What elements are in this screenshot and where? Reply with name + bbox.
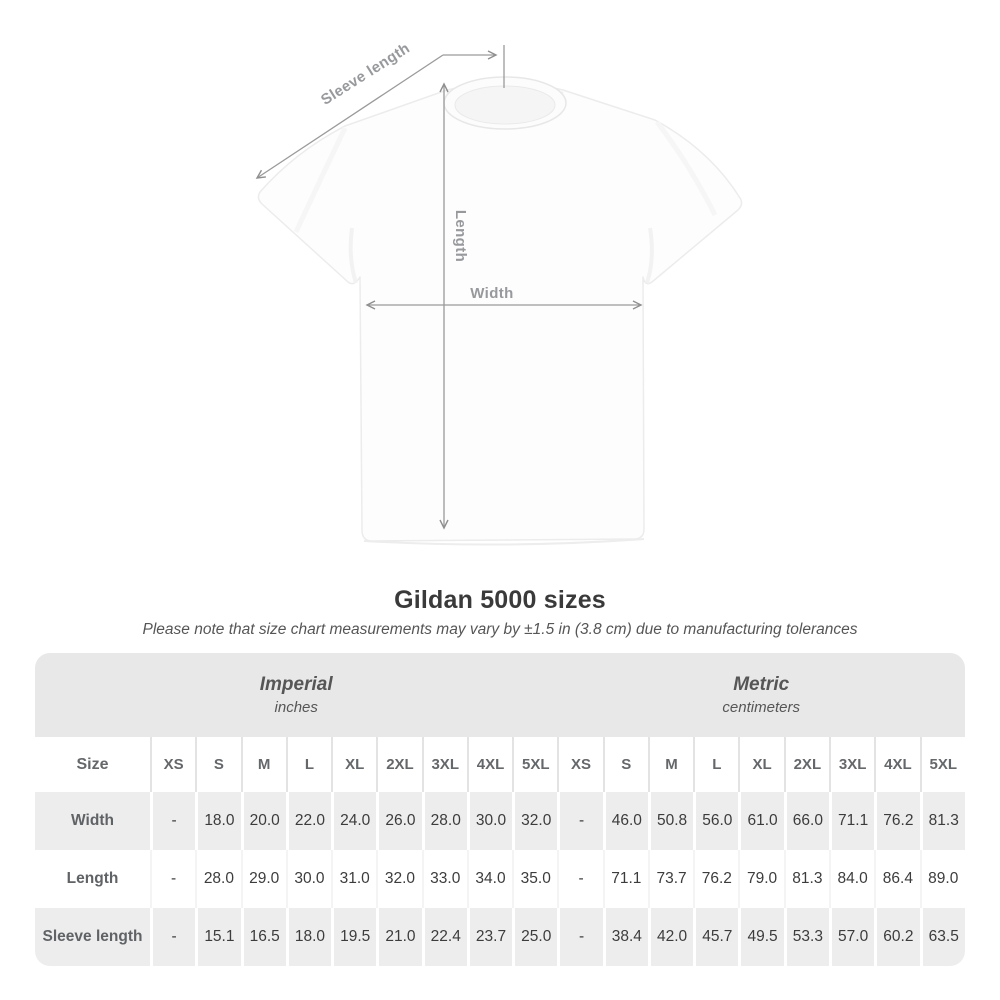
length-imperial-l: 30.0 (286, 850, 331, 908)
length-metric-3xl: 84.0 (829, 850, 874, 908)
size-col-header-metric-2xl: 2XL (784, 737, 829, 792)
length-imperial-4xl: 34.0 (467, 850, 512, 908)
page-title: Gildan 5000 sizes (394, 586, 606, 614)
size-col-header-metric-xl: XL (738, 737, 783, 792)
imperial-group-name: Imperial (259, 673, 333, 695)
length-label: Length (452, 209, 469, 263)
size-header-row (35, 737, 965, 792)
sleeve-imperial-l: 18.0 (286, 908, 331, 966)
sleeve-length-label: Sleeve length (318, 39, 414, 109)
row-label-sleeve-length: Sleeve length (35, 908, 150, 966)
imperial-group-header (35, 653, 557, 737)
width-imperial-4xl: 30.0 (467, 792, 512, 850)
metric-group-unit: centimeters (722, 698, 800, 716)
length-imperial-s: 28.0 (195, 850, 240, 908)
sleeve-metric-l: 45.7 (693, 908, 738, 966)
width-imperial-xl: 24.0 (331, 792, 376, 850)
sleeve-imperial-xl: 19.5 (331, 908, 376, 966)
length-imperial-3xl: 33.0 (422, 850, 467, 908)
width-metric-5xl: 81.3 (920, 792, 965, 850)
length-metric-m: 73.7 (648, 850, 693, 908)
length-metric-xs: - (557, 850, 602, 908)
metric-group-name: Metric (733, 673, 790, 695)
size-corner-header: Size (35, 737, 150, 792)
length-metric-2xl: 81.3 (784, 850, 829, 908)
size-col-header-metric-5xl: 5XL (920, 737, 965, 792)
size-chart (35, 653, 965, 966)
sleeve-imperial-m: 16.5 (241, 908, 286, 966)
length-imperial-2xl: 32.0 (376, 850, 421, 908)
size-col-header-imperial-s: S (195, 737, 240, 792)
sleeve-metric-5xl: 63.5 (920, 908, 965, 966)
width-imperial-2xl: 26.0 (376, 792, 421, 850)
size-col-header-imperial-l: L (286, 737, 331, 792)
sleeve-length-row (35, 908, 965, 966)
width-metric-l: 56.0 (693, 792, 738, 850)
sleeve-imperial-5xl: 25.0 (512, 908, 557, 966)
size-col-header-metric-s: S (603, 737, 648, 792)
tolerance-note: Please note that size chart measurements may vary by ±1.5 in (3.8 cm) due to manufacturing tolerances (142, 621, 858, 638)
length-metric-xl: 79.0 (738, 850, 783, 908)
unit-group-header-row (35, 653, 965, 737)
width-imperial-xs: - (150, 792, 195, 850)
width-metric-m: 50.8 (648, 792, 693, 850)
sleeve-imperial-4xl: 23.7 (467, 908, 512, 966)
length-row (35, 850, 965, 908)
size-col-header-imperial-5xl: 5XL (512, 737, 557, 792)
length-metric-5xl: 89.0 (920, 850, 965, 908)
sleeve-imperial-s: 15.1 (195, 908, 240, 966)
size-col-header-metric-4xl: 4XL (874, 737, 919, 792)
size-col-header-metric-l: L (693, 737, 738, 792)
size-col-header-imperial-3xl: 3XL (422, 737, 467, 792)
sleeve-metric-3xl: 57.0 (829, 908, 874, 966)
row-label-width: Width (35, 792, 150, 850)
metric-group-header (557, 653, 965, 737)
size-col-header-imperial-m: M (241, 737, 286, 792)
length-imperial-xl: 31.0 (331, 850, 376, 908)
length-metric-l: 76.2 (693, 850, 738, 908)
size-col-header-imperial-2xl: 2XL (376, 737, 421, 792)
size-col-header-metric-m: M (648, 737, 693, 792)
size-chart-table (35, 653, 965, 966)
width-imperial-3xl: 28.0 (422, 792, 467, 850)
sleeve-metric-xs: - (557, 908, 602, 966)
width-imperial-s: 18.0 (195, 792, 240, 850)
width-imperial-m: 20.0 (241, 792, 286, 850)
length-imperial-5xl: 35.0 (512, 850, 557, 908)
size-col-header-metric-3xl: 3XL (829, 737, 874, 792)
width-label: Width (470, 285, 514, 302)
width-metric-xs: - (557, 792, 602, 850)
length-metric-s: 71.1 (603, 850, 648, 908)
width-metric-2xl: 66.0 (784, 792, 829, 850)
width-row (35, 792, 965, 850)
length-metric-4xl: 86.4 (874, 850, 919, 908)
size-col-header-imperial-xs: XS (150, 737, 195, 792)
sleeve-metric-m: 42.0 (648, 908, 693, 966)
sleeve-metric-xl: 49.5 (738, 908, 783, 966)
sleeve-imperial-3xl: 22.4 (422, 908, 467, 966)
width-imperial-l: 22.0 (286, 792, 331, 850)
tshirt-graphic (258, 77, 741, 545)
width-metric-4xl: 76.2 (874, 792, 919, 850)
sleeve-metric-2xl: 53.3 (784, 908, 829, 966)
length-imperial-m: 29.0 (241, 850, 286, 908)
sleeve-imperial-2xl: 21.0 (376, 908, 421, 966)
sleeve-metric-4xl: 60.2 (874, 908, 919, 966)
length-imperial-xs: - (150, 850, 195, 908)
sleeve-imperial-xs: - (150, 908, 195, 966)
width-metric-s: 46.0 (603, 792, 648, 850)
size-col-header-metric-xs: XS (557, 737, 602, 792)
row-label-length: Length (35, 850, 150, 908)
imperial-group-unit: inches (274, 698, 318, 716)
width-metric-3xl: 71.1 (829, 792, 874, 850)
size-col-header-imperial-xl: XL (331, 737, 376, 792)
size-col-header-imperial-4xl: 4XL (467, 737, 512, 792)
width-imperial-5xl: 32.0 (512, 792, 557, 850)
sleeve-metric-s: 38.4 (603, 908, 648, 966)
width-metric-xl: 61.0 (738, 792, 783, 850)
